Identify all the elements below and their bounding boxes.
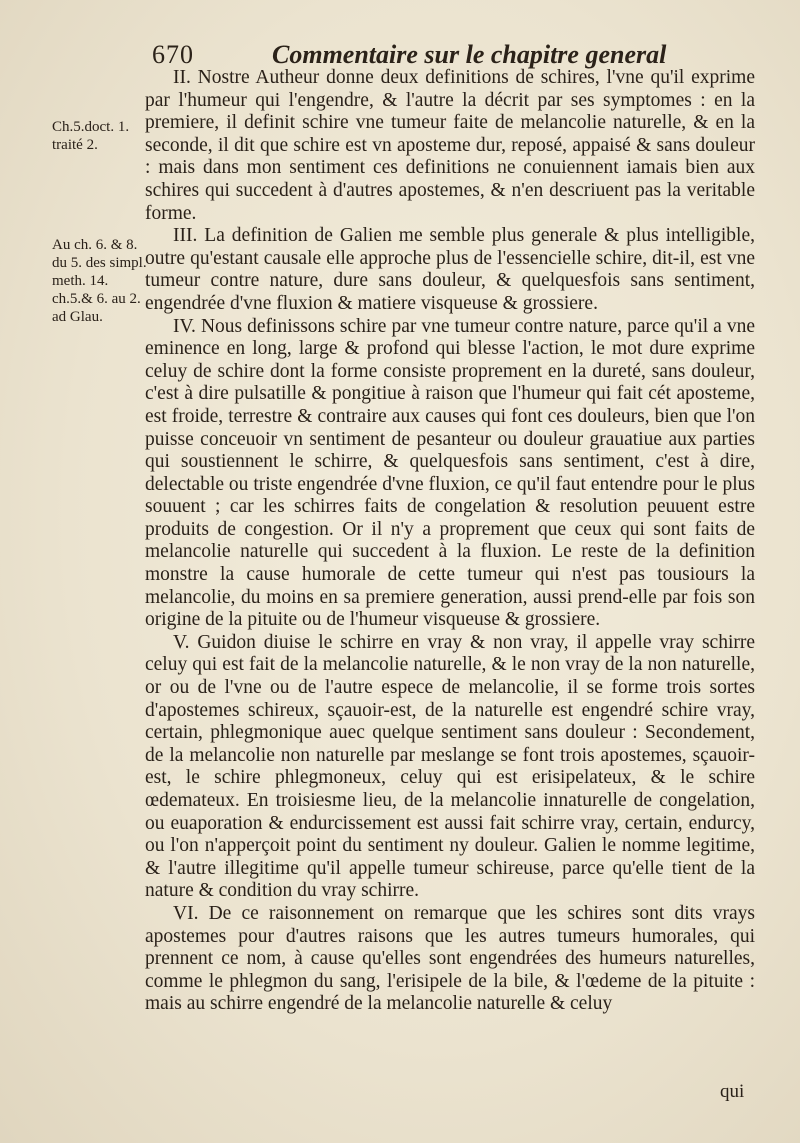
paragraph: IV. Nous definissons schire par vne tumeur contre nature, parce qu'il a vne eminence en long, large & profond qui blesse l'action, le mot dure exprime celuy de schire dont la forme consiste proprement en la dureté, sans douleur, c'est à dire pulsatille & pongitiue à raison que l'humeur qui fait cét aposteme, est froide, terrestre & contraire aux causes qui font ces douleurs, bien que l'on puisse conceuoir vn sentiment de pesanteur ou douleur grauatiue aux parties qui soustiennent le schirre, & quelquesfois sans sentiment, c'est à dire, delectable ou triste engendrée d'vne fluxion, ce qu'il faut entendre pour le plus souuent ; car les schirres faits de congelation & resolution peuuent estre produits de congestion. Or il n'y a proprement que ceux qui sont faits de melancolie naturelle qui succedent à la fluxion. Le reste de la definition monstre la cause humorale de cette tumeur qui n'est pas tousiours la melancolie, du moins en sa premiere generation, aussi prend-elle par fois son origine de la pituite ou de l'humeur visqueuse & grossiere. xyxy=(145,315,755,631)
body-text xyxy=(145,67,755,1016)
paragraph: VI. De ce raisonnement on remarque que les schires sont dits vrays apostemes pour d'autres raisons que les autres tumeurs humorales, qui prennent ce nom, à cause qu'elles sont engendrées des humeurs naturelles, comme le phlegmon du sang, l'erisipele de la bile, & l'œdeme de la pituite : mais au schirre engendré de la melancolie naturelle & celuy xyxy=(145,902,755,1015)
paragraph: V. Guidon diuise le schirre en vray & non vray, il appelle vray schirre celuy qui est fait de la melancolie naturelle, & le non vray de la non naturelle, or ou de l'vne ou de l'autre espece de melancolie, il se forme trois sortes d'apostemes schireux, sçauoir-est, de la naturelle est engendré schire vray, certain, phlegmonique auec quelque sentiment sans douleur : Secondement, de la melancolie non naturelle par meslange se font trois apostemes, sçauoir-est, le schire phlegmoneux, celuy qui est erisipelateux, & le schire œdemateux. En troisiesme lieu, de la melancolie innaturelle de congelation, ou euaporation & endurcissement est aussi fait schirre vray, certain, endurcy, ou l'on n'apperçoit point du sentiment ny douleur. Galien le nomme legitime, & l'autre illegitime qu'il appelle tumeur schireuse, parce qu'elle tient de la nature & condition du vray schirre. xyxy=(145,631,755,902)
paragraph: II. Nostre Autheur donne deux definitions de schires, l'vne qu'il exprime par l'humeur qui l'engendre, & l'autre la décrit par ses symptomes : en la premiere, il definit schire vne tumeur faite de melancolie naturelle, & en la seconde, il dit que schire est vn aposteme dur, reposé, appaisé & sans douleur : mais dans mon sentiment ces definitions ne conuiennent iamais bien aux schires qui succedent à d'autres apostemes, & n'en descriuent pas la veritable forme. xyxy=(145,67,755,224)
catchword: qui xyxy=(720,1081,745,1102)
page-number: 670 xyxy=(152,40,194,69)
margin-note: Ch.5.doct. 1. traité 2. xyxy=(52,119,130,153)
margin-note: Au ch. 6. & 8. du 5. des simpl. meth. 14. ch.5.& 6. au 2. ad Glau. xyxy=(52,237,147,325)
paragraph: III. La definition de Galien me semble plus generale & plus intelligible, outre qu'estant causale elle approche plus de l'essencielle schire, dit-il, est vne tumeur contre nature, dure sans douleur, & quelquesfois sans sentiment, engendrée d'vne fluxion & matiere visqueuse & grossiere. xyxy=(145,225,755,314)
page-header xyxy=(152,40,792,70)
running-title: Commentaire sur le chapitre general xyxy=(272,40,667,69)
